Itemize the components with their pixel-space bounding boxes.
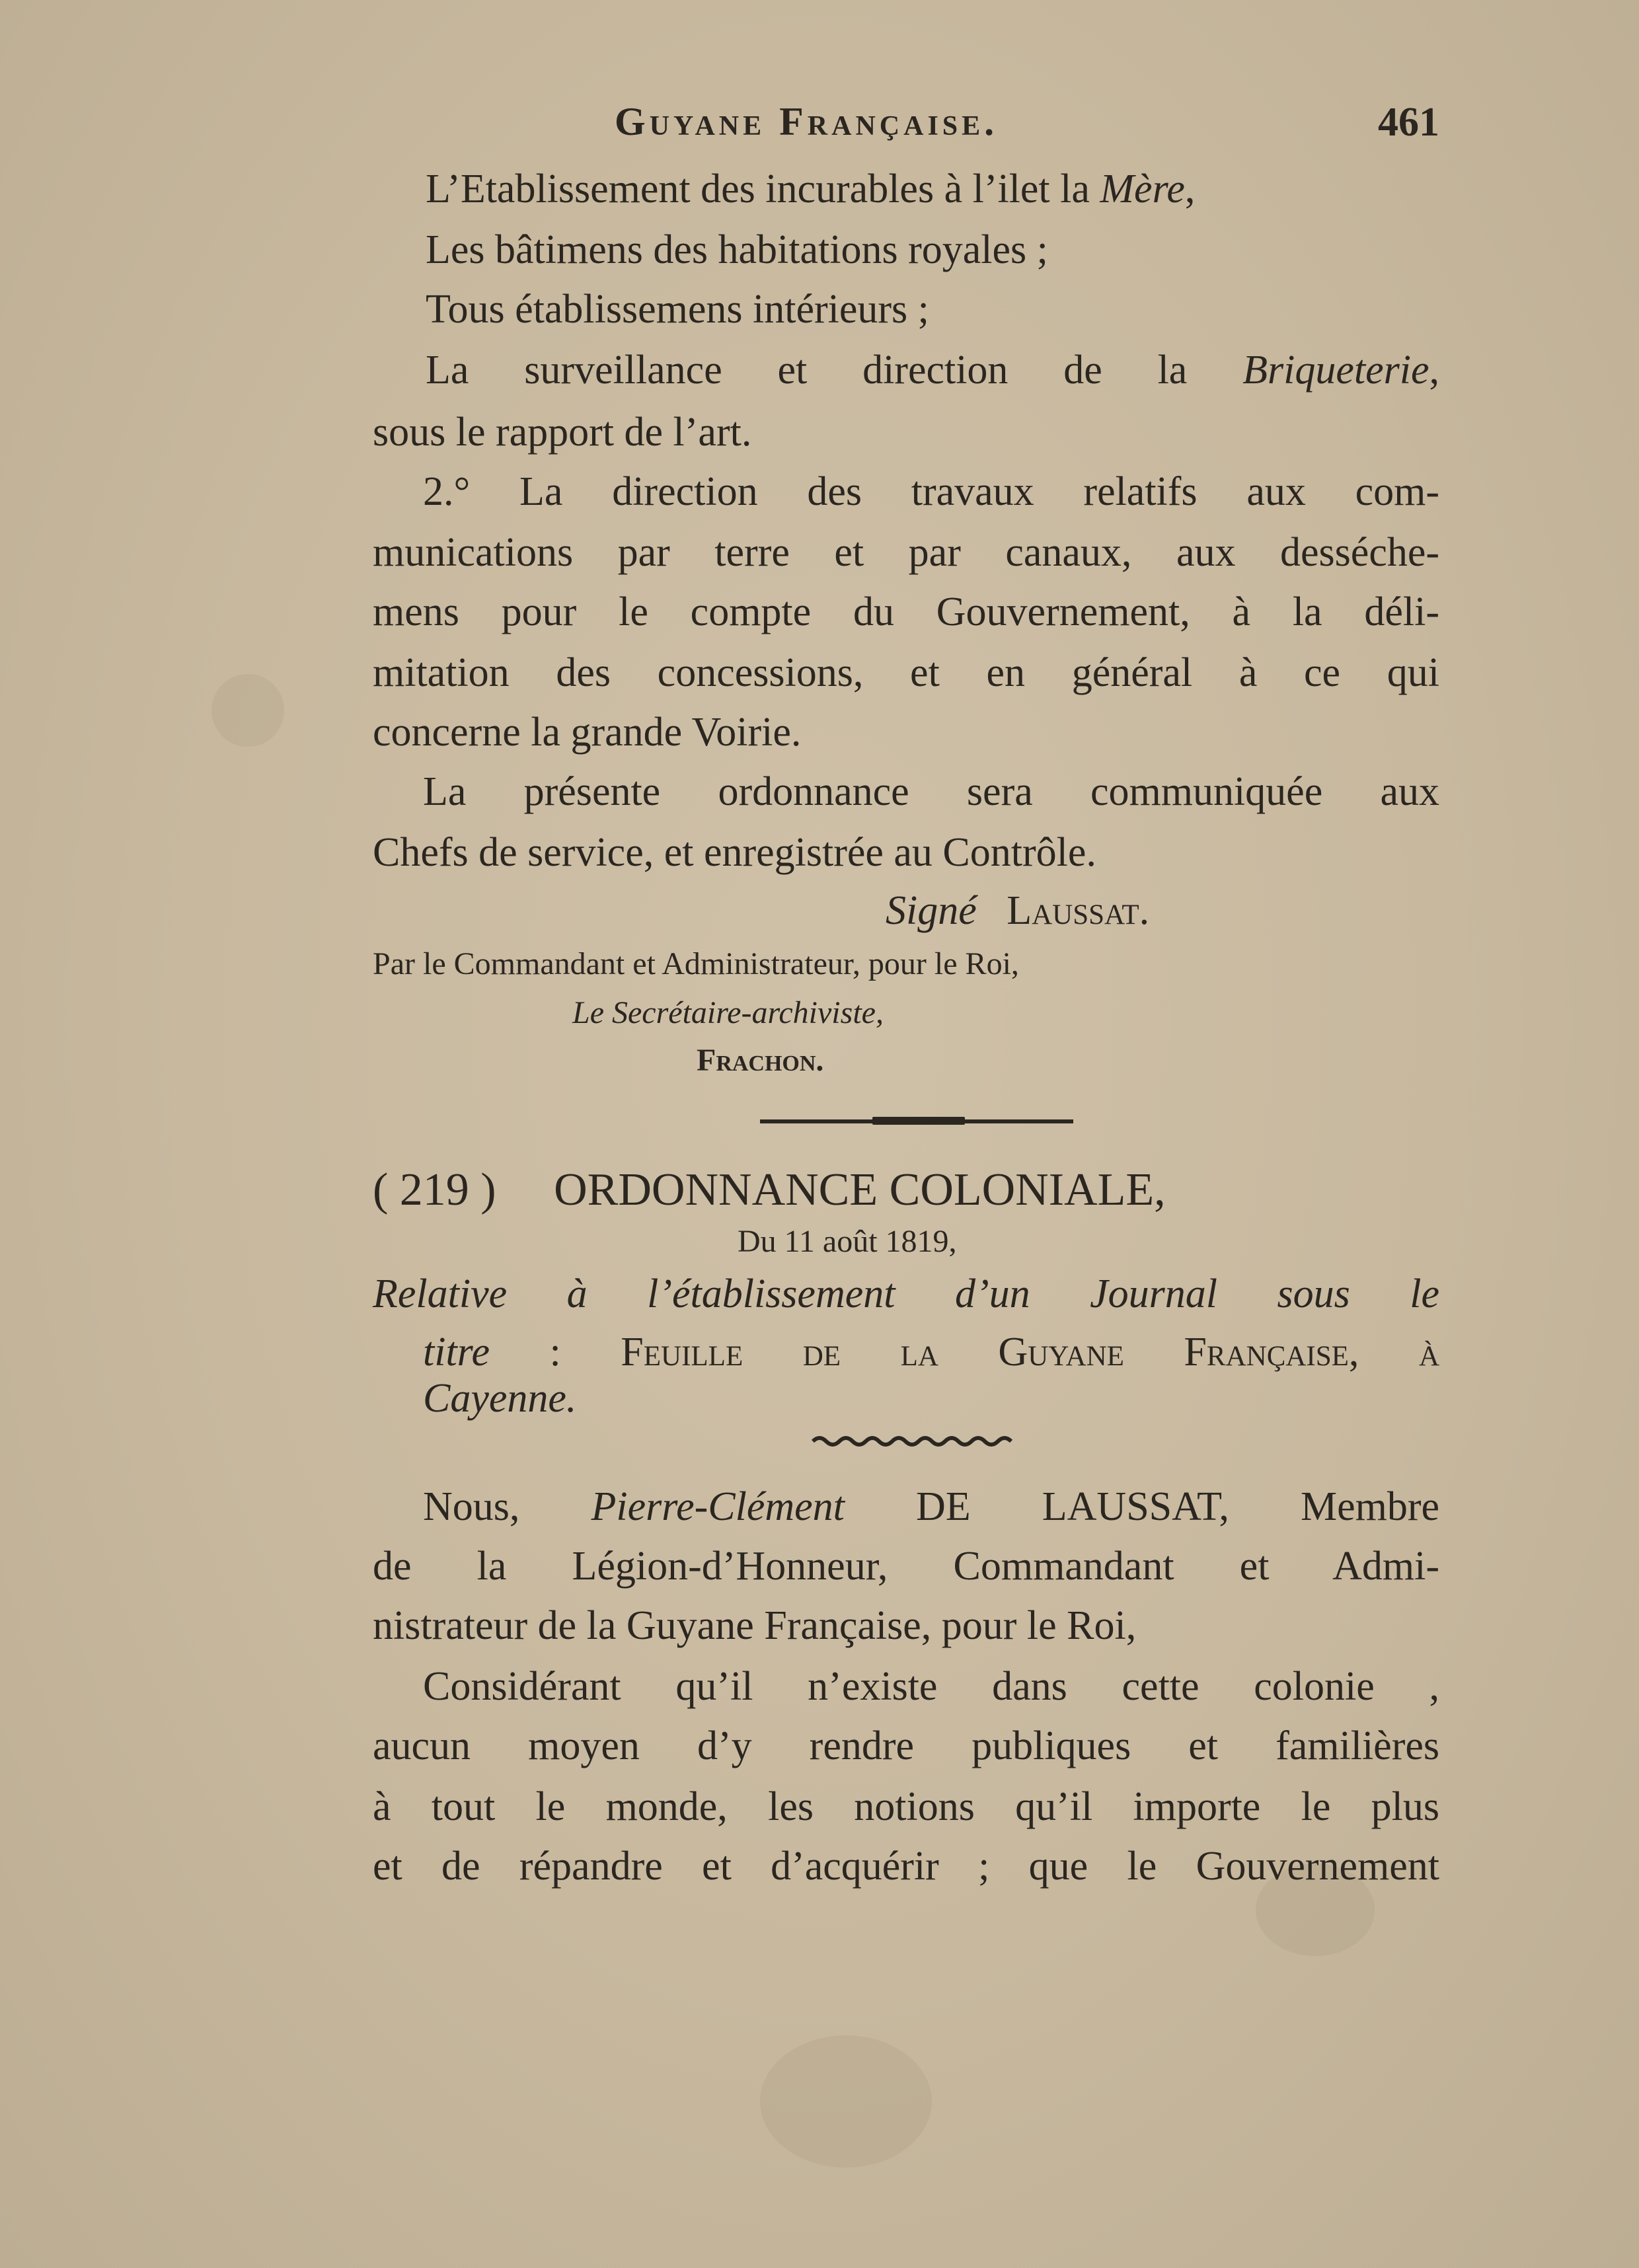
page-number: 461 xyxy=(1378,100,1439,145)
text-line: munications par terre et par canaux, aux desséche- xyxy=(373,530,1439,575)
secretary-name: Frachon. xyxy=(697,1043,824,1078)
ordinance-subject: Cayenne. xyxy=(423,1376,577,1421)
text-line: La présente ordonnance sera communiquée aux xyxy=(423,769,1439,814)
ordinance-date: Du 11 août 1819, xyxy=(738,1224,957,1259)
text-line: La surveillance et direction de la Briqueterie, xyxy=(426,348,1439,393)
text-line: Tous établissemens intérieurs ; xyxy=(426,287,929,332)
text-line: Considérant qu’il n’existe dans cette colonie , xyxy=(423,1664,1439,1709)
text-line: de la Légion-d’Honneur, Commandant et Admi- xyxy=(373,1544,1439,1589)
text-line: mitation des concessions, et en général à ce qui xyxy=(373,650,1439,695)
ordinance-number: ( 219 ) xyxy=(373,1164,496,1215)
ordinance-title: ORDONNANCE COLONIALE, xyxy=(554,1164,1166,1215)
text-line: à tout le monde, les notions qu’il importe le plus xyxy=(373,1784,1439,1829)
text-line: sous le rapport de l’art. xyxy=(373,410,752,455)
signature-line: Signé Laussat. xyxy=(886,888,1150,933)
text-line: nistrateur de la Guyane Française, pour le Roi, xyxy=(373,1603,1137,1648)
section-divider-center xyxy=(872,1117,965,1125)
text-line: concerne la grande Voirie. xyxy=(373,710,802,755)
text-line: Nous, Pierre-Clément DE LAUSSAT, Membre xyxy=(423,1484,1439,1529)
text-line: et de répandre et d’acquérir ; que le Gouvernement xyxy=(373,1844,1439,1889)
text-line: L’Etablissement des incurables à l’ilet la Mère, xyxy=(426,167,1196,211)
text-line: mens pour le compte du Gouvernement, à la déli- xyxy=(373,589,1439,634)
ordinance-subject: Relative à l’établissement d’un Journal sous le xyxy=(373,1271,1439,1316)
text-line: 2.° La direction des travaux relatifs aux com- xyxy=(423,469,1439,514)
text-line: aucun moyen d’y rendre publiques et familières xyxy=(373,1723,1439,1768)
ordinance-subject: titre : Feuille de la Guyane Française, à xyxy=(423,1330,1439,1375)
ordinance-heading xyxy=(373,1162,1166,1219)
text-line: Les bâtimens des habitations royales ; xyxy=(426,227,1048,272)
ornamental-divider xyxy=(812,1433,1014,1450)
text-line: Chefs de service, et enregistrée au Contrôle. xyxy=(373,830,1096,875)
secretary-title: Le Secrétaire-archiviste, xyxy=(572,995,884,1030)
paper-stain xyxy=(760,2035,932,2168)
paper-stain xyxy=(211,674,284,747)
running-header xyxy=(370,99,1439,152)
authority-line: Par le Commandant et Administrateur, pour le Roi, xyxy=(373,946,1019,981)
running-title: Guyane Française. xyxy=(615,100,999,143)
